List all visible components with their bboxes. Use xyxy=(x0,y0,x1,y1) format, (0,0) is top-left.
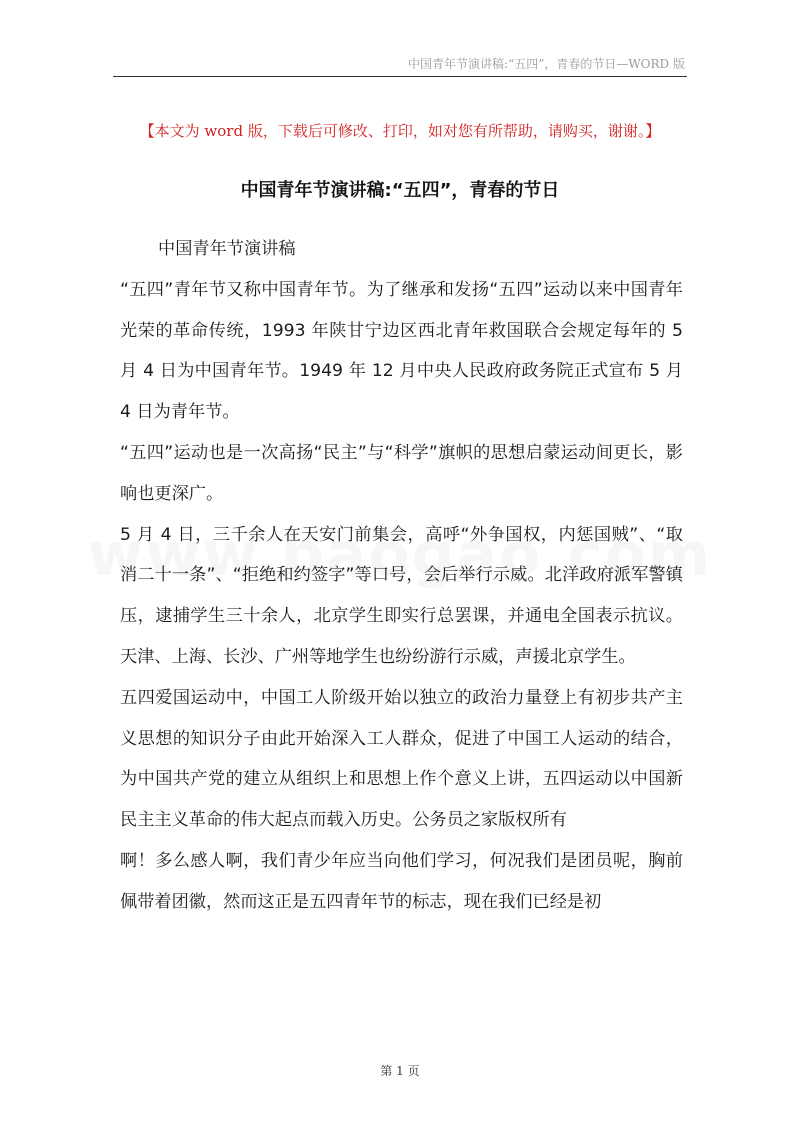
body-paragraph: “五四”青年节又称中国青年节。为了继承和发扬“五四”运动以来中国青年光荣的革命传统，1993 年陕甘宁边区西北青年救国联合会规定每年的 5 月 4 日为中国青年节。1949 年 12 月中央人民政府政务院正式宣布 5 月 4 日为青年节。 xyxy=(120,279,683,423)
subtitle-paragraph: 中国青年节演讲稿 xyxy=(158,239,296,259)
header-divider xyxy=(113,76,687,77)
running-header: 中国青年节演讲稿:“五四”，青春的节日—WORD 版 xyxy=(408,57,685,71)
download-notice: 【本文为 word 版，下载后可修改、打印，如对您有所帮助，请购买，谢谢。】 xyxy=(139,122,661,140)
document-title: 中国青年节演讲稿:“五四”，青春的节日 xyxy=(240,180,560,201)
body-paragraph: 五四爱国运动中，中国工人阶级开始以独立的政治力量登上有初步共产主义思想的知识分子由此开始深入工人群众，促进了中国工人运动的结合，为中国共产党的建立从组织上和思想上作个意义上讲，五四运动以中国新民主主义革命的伟大起点而载入历史。公务员之家版权所有 xyxy=(120,687,683,831)
body-paragraph: 啊！多么感人啊，我们青少年应当向他们学习，何况我们是团员呢，胸前佩带着团徽，然而这正是五四青年节的标志，现在我们已经是初 xyxy=(120,850,683,912)
document-body xyxy=(120,229,683,923)
body-paragraph: “五四”运动也是一次高扬“民主”与“科学”旗帜的思想启蒙运动间更长，影响也更深广。 xyxy=(120,442,683,504)
body-paragraph: 5 月 4 日，三千余人在天安门前集会，高呼“外争国权，内惩国贼”、“取消二十一条”、“拒绝和约签字”等口号，会后举行示威。北洋政府派军警镇压，逮捕学生三十余人，北京学生即实行总罢课，并通电全国表示抗议。天津、上海、长沙、广州等地学生也纷纷游行示威，声援北京学生。 xyxy=(120,524,683,667)
page-number: 第 1 页 xyxy=(380,1064,420,1078)
